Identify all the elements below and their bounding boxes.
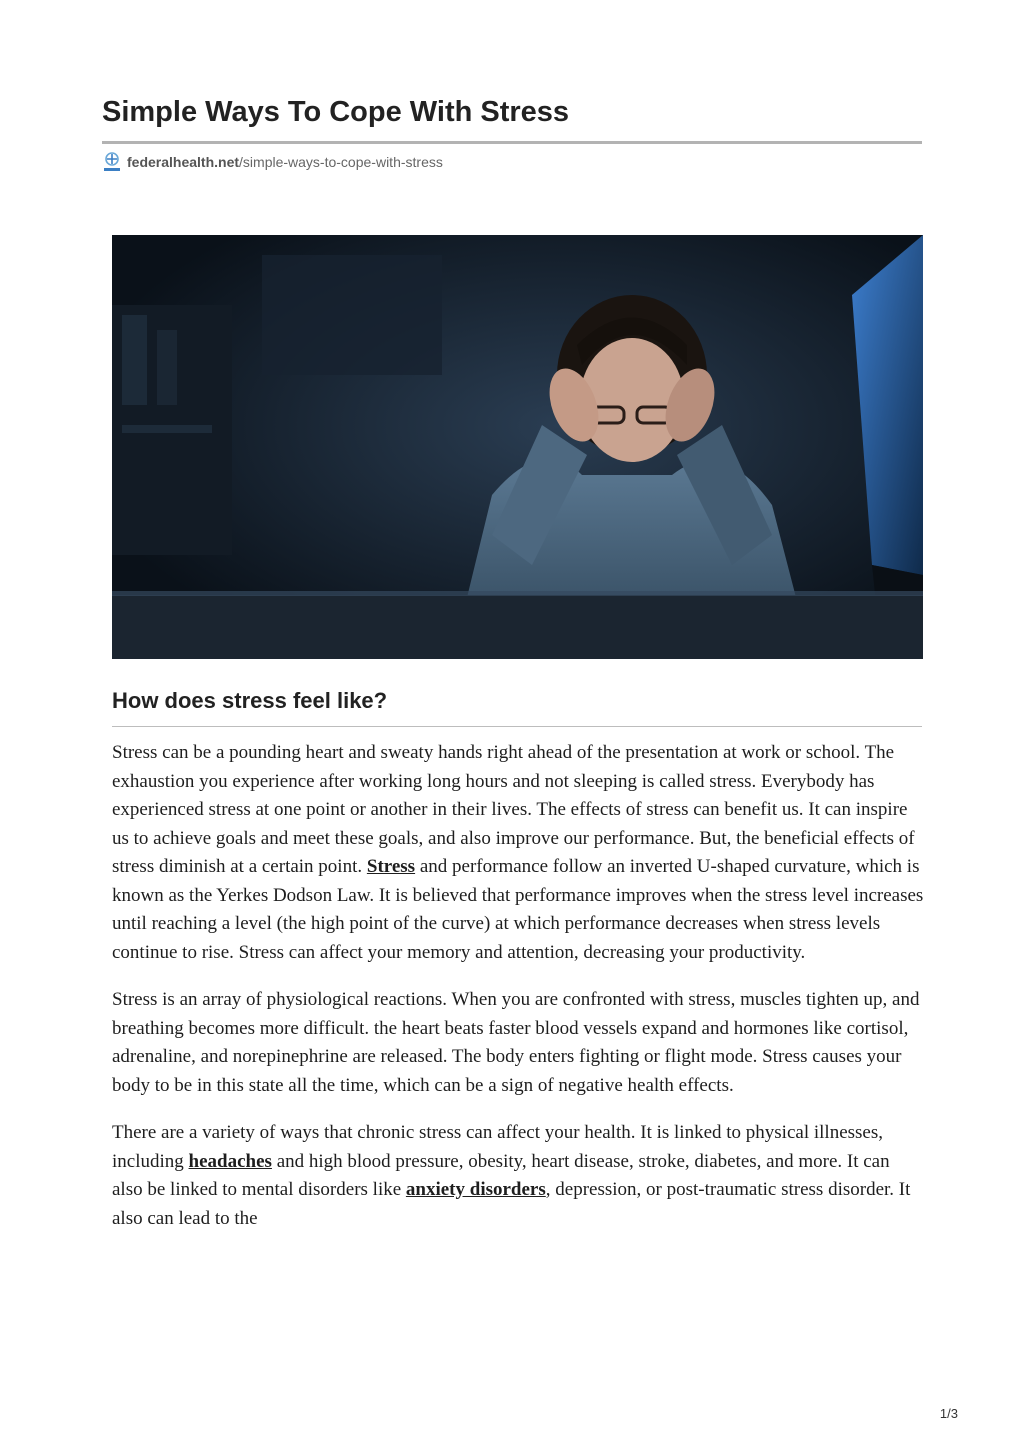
stress-link[interactable]: Stress: [366, 856, 416, 877]
headaches-link[interactable]: headaches: [188, 1150, 272, 1172]
paragraph-2: Stress is an array of physiological reactions. When you are confronted with stress, muscles tighten up, and breathing becomes more difficult. the heart beats faster blood vessels expand and hormones like cortisol, adrenaline, and norepinephrine are released. The body enters fighting or flight mode. Stress causes your body to be in this state all the time, which can be a sign of negative health effects.: [112, 989, 920, 1096]
paragraph-3: [112, 1119, 924, 1233]
source-line: [102, 150, 443, 174]
source-domain: federalhealth.net: [127, 154, 240, 170]
paragraph-1: [112, 739, 924, 967]
stressed-woman-at-desk-photo: [112, 235, 923, 659]
section-heading: How does stress feel like?: [112, 688, 388, 713]
page-number: 1/3: [939, 1406, 958, 1421]
source-path: /simple-ways-to-cope-with-stress: [239, 154, 443, 170]
paragraph-1-text-b: and performance follow an inverted U-shaped curvature, which is known as the Yerkes Dodson Law. It is believed that performance improves when the stress level increases until reaching a level (the high point of the curve) at which performance decreases when stress levels continue to rise. Stress can affect your memory and attention, decreasing your productivity.: [112, 856, 924, 963]
paragraph-3-text-a: There are a variety of ways that chronic stress can affect your health. It is linked to physical illnesses, including: [112, 1122, 883, 1172]
source-link[interactable]: [127, 154, 443, 170]
section-divider: [112, 726, 922, 727]
article-body: [112, 739, 924, 1252]
paragraph-1-text-a: Stress can be a pounding heart and sweaty hands right ahead of the presentation at work or school. The exhaustion you experience after working long hours and not sleeping is called stress. Everybody has experienced stress at one point or another in their lives. The effects of stress can benefit us. It can inspire us to achieve goals and meet these goals, and also improve our performance. But, the beneficial effects of stress diminish at a certain point.: [112, 742, 915, 877]
federalhealth-logo-icon: [102, 151, 122, 173]
paragraph-3-text-b: and high blood pressure, obesity, heart disease, stroke, diabetes, and more. It can also be linked to mental disorders like: [112, 1150, 890, 1200]
page-title: Simple Ways To Cope With Stress: [102, 96, 570, 128]
paragraph-3-text-c: , depression, or post-traumatic stress disorder. It also can lead to the: [112, 1179, 911, 1229]
anxiety-disorders-link[interactable]: anxiety disorders: [405, 1179, 546, 1200]
title-divider: [102, 141, 922, 144]
